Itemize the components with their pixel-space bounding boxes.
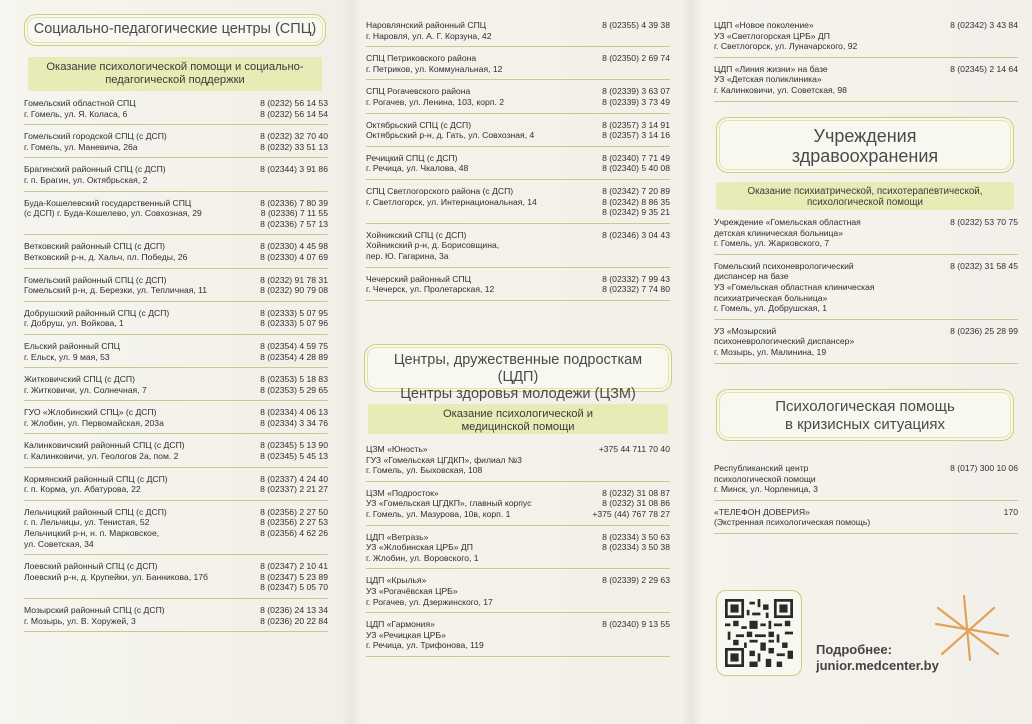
list-item xyxy=(24,275,328,302)
entry-name-line: г. Ельск, ул. 9 мая, 53 xyxy=(24,351,110,362)
entry-name xyxy=(366,120,596,141)
phone-number[interactable]: 8 (02347) 5 23 89 xyxy=(260,571,328,582)
entry-name-line: УЗ «Гомельская ЦГДКП», главный корпус xyxy=(366,498,532,509)
column-3 xyxy=(706,0,1024,724)
list-item xyxy=(366,186,670,224)
entry-name xyxy=(24,341,254,362)
entry-name xyxy=(366,86,596,107)
entry-name-line: «ТЕЛЕФОН ДОВЕРИЯ» xyxy=(714,506,810,517)
entry-name xyxy=(714,261,944,314)
entry-name xyxy=(366,230,596,262)
phone-number[interactable]: 8 (02334) 3 50 38 xyxy=(602,542,670,553)
entry-name xyxy=(366,53,596,74)
entry-name-line: г. Светлогорск, ул. Интернациональная, 14 xyxy=(366,196,537,207)
list-item xyxy=(714,463,1018,501)
phone-number[interactable]: 8 (02357) 3 14 91 xyxy=(602,119,670,130)
entry-name xyxy=(366,20,596,41)
entry-name-line: г. Минск, ул. Чорленица, 3 xyxy=(714,484,818,495)
entry-phones xyxy=(950,20,1018,52)
entry-name-line: ЦДП «Ветразь» xyxy=(366,531,429,542)
entry-phones xyxy=(260,440,328,461)
star-decoration-icon xyxy=(918,590,1014,670)
entry-name xyxy=(24,561,254,593)
phone-number[interactable]: 8 (02345) 5 13 90 xyxy=(260,440,328,451)
phone-number[interactable]: 8 (02353) 5 29 65 xyxy=(260,384,328,395)
entry-name-line: ЦЗМ «Юность» xyxy=(366,444,428,454)
phone-number[interactable]: 8 (02345) 5 45 13 xyxy=(260,451,328,462)
phone-number[interactable]: 8 (02336) 7 80 39 xyxy=(260,197,328,208)
entry-name-line: УЗ «Детская поликлиника» xyxy=(714,74,822,85)
entry-name xyxy=(24,164,254,185)
entry-name-line: г. Гомель, ул. Я. Коласа, 6 xyxy=(24,108,128,119)
list-item xyxy=(366,619,670,657)
phone-number[interactable]: 8 (0232) 31 58 45 xyxy=(950,260,1018,271)
phone-number[interactable]: 8 (02356) 2 27 50 xyxy=(260,506,328,517)
list-item xyxy=(714,20,1018,58)
entry-name xyxy=(24,275,254,296)
entry-name-line: диспансер на базе xyxy=(714,271,789,282)
entry-phones xyxy=(602,230,670,262)
list-item xyxy=(24,341,328,368)
entry-name-line: Лельчицкий районный СПЦ (с ДСП) xyxy=(24,506,167,517)
entry-name-line: г. Светлогорск, ул. Луначарского, 92 xyxy=(714,41,858,52)
phone-number[interactable]: 8 (0232) 31 08 87 xyxy=(602,487,670,498)
list-item xyxy=(366,444,670,482)
health-list xyxy=(714,217,1018,370)
entry-name xyxy=(24,98,254,119)
entry-phones xyxy=(592,488,670,520)
more-label: Подробнее: xyxy=(816,642,892,657)
entry-name xyxy=(24,440,254,461)
entry-phones xyxy=(260,341,328,362)
entry-name xyxy=(366,488,592,520)
list-item xyxy=(366,86,670,113)
phone-number[interactable]: 8 (02334) 3 34 76 xyxy=(260,417,328,428)
phone-number[interactable]: 8 (02340) 5 40 08 xyxy=(602,163,670,174)
entry-name-line: Ельский районный СПЦ xyxy=(24,340,121,351)
entry-name-line: г. п. Корма, ул. Абатурова, 22 xyxy=(24,484,141,495)
entry-name xyxy=(714,64,944,96)
entry-phones xyxy=(599,444,670,476)
list-item xyxy=(24,241,328,268)
entry-name-line: (Экстренная психологическая помощь) xyxy=(714,517,871,528)
entry-name-line: Хойникский СПЦ (с ДСП) xyxy=(366,229,467,240)
entry-name-line: Гомельский городской СПЦ (с ДСП) xyxy=(24,131,167,142)
phone-number[interactable]: 8 (0232) 56 14 53 xyxy=(260,98,328,108)
entry-phones xyxy=(260,474,328,495)
list-item xyxy=(366,274,670,301)
list-item xyxy=(24,308,328,335)
entry-phones xyxy=(260,605,328,626)
entry-name-line: УЗ «Рогачёвская ЦРБ» xyxy=(366,585,458,596)
entry-name-line: психиатрическая больница» xyxy=(714,292,828,303)
entry-name xyxy=(714,20,944,52)
column-2 xyxy=(360,0,678,724)
entry-name xyxy=(366,619,596,651)
list-item xyxy=(714,217,1018,255)
phone-number[interactable]: 8 (02353) 5 18 83 xyxy=(260,374,328,385)
list-item xyxy=(24,198,328,236)
crisis-title-line-1: Психологическая помощь xyxy=(775,398,955,415)
entry-name-line: детская клиническая больница» xyxy=(714,227,843,238)
entry-name-line: г. Калинковичи, ул. Советская, 98 xyxy=(714,84,847,95)
entry-name-line: Ветковский районный СПЦ (с ДСП) xyxy=(24,241,166,252)
health-banner xyxy=(716,182,1014,210)
entry-phones xyxy=(602,619,670,651)
list-item xyxy=(714,507,1018,534)
entry-name-line: г. Наровля, ул. А. Г. Корзуна, 42 xyxy=(366,30,492,41)
entry-name-line: г. Речица, ул. Чкалова, 48 xyxy=(366,163,469,174)
entry-name xyxy=(24,131,254,152)
entry-name-line: Речицкий СПЦ (с ДСП) xyxy=(366,152,458,163)
phone-number[interactable]: 8 (02340) 7 71 49 xyxy=(602,152,670,163)
more-link[interactable]: junior.medcenter.by xyxy=(816,658,939,673)
phone-number[interactable]: 8 (0232) 33 51 13 xyxy=(260,141,328,152)
entry-name-line: Буда-Кошелевский государственный СПЦ xyxy=(24,197,192,208)
list-item xyxy=(24,474,328,501)
phone-number[interactable]: 8 (02354) 4 59 75 xyxy=(260,340,328,351)
entry-name-line: Лоевский р-н, д. Крупейки, ул. Банникова, 17б xyxy=(24,571,208,582)
list-item xyxy=(24,164,328,191)
entry-phones xyxy=(602,153,670,174)
phone-number[interactable]: 8 (02339) 3 73 49 xyxy=(602,96,670,107)
entry-name-line: г. Жлобин, ул. Воровского, 1 xyxy=(366,552,479,563)
entry-name xyxy=(24,198,254,230)
phone-number[interactable]: 8 (02339) 3 63 07 xyxy=(602,86,670,97)
entry-name xyxy=(366,444,596,476)
entry-name-line: УЗ «Гомельская областная клиническая xyxy=(714,281,875,292)
phone-number[interactable]: 8 (02339) 2 29 63 xyxy=(602,575,670,586)
phone-number[interactable]: 8 (02346) 3 04 43 xyxy=(602,229,670,240)
spc-list-continued xyxy=(366,20,670,307)
list-item xyxy=(714,261,1018,320)
entry-name-line: г. Житковичи, ул. Солнечная, 7 xyxy=(24,384,147,395)
qr-code-box[interactable] xyxy=(716,590,802,676)
health-banner-line-2: психологической помощи xyxy=(807,197,923,208)
entry-name-line: Республиканский центр xyxy=(714,463,809,473)
entry-name-line: пер. Ю. Гагарина, 3а xyxy=(366,250,449,261)
entry-name-line: Гомельский районный СПЦ (с ДСП) xyxy=(24,274,167,285)
entry-phones xyxy=(260,198,328,230)
crisis-title-line-2: в кризисных ситуациях xyxy=(784,416,946,433)
phone-number[interactable]: 8 (0232) 32 70 40 xyxy=(260,131,328,142)
entry-phones xyxy=(950,217,1018,249)
list-item xyxy=(24,98,328,125)
entry-name-line: (с ДСП) г. Буда-Кошелево, ул. Совхозная, 29 xyxy=(24,208,202,219)
phone-number[interactable]: 8 (0232) 53 70 75 xyxy=(950,217,1018,227)
entry-phones xyxy=(602,575,670,607)
phone-number[interactable]: 8 (02354) 4 28 89 xyxy=(260,351,328,362)
list-item xyxy=(714,64,1018,102)
entry-name-line: Хойникский р-н, д. Борисовщина, xyxy=(366,240,500,251)
entry-phones xyxy=(260,164,328,185)
health-banner-line-1: Оказание психиатрической, психотерапевтической, xyxy=(747,186,983,197)
cdp-banner xyxy=(368,404,668,434)
phone-number[interactable]: 8 (0232) 91 78 31 xyxy=(260,274,328,285)
entry-name xyxy=(366,186,596,218)
entry-phones xyxy=(602,274,670,295)
entry-name xyxy=(24,507,254,549)
cdp-banner-line-1: Оказание психологической и xyxy=(442,408,594,420)
entry-name-line: г. Речица, ул. Трифонова, 119 xyxy=(366,640,484,651)
spc-title xyxy=(24,14,326,46)
entry-phones xyxy=(950,64,1018,96)
entry-phones xyxy=(260,561,328,593)
list-item xyxy=(366,20,670,47)
phone-number[interactable]: 8 (02330) 4 45 98 xyxy=(260,241,328,252)
list-item xyxy=(24,440,328,467)
entry-name xyxy=(366,274,596,295)
phone-number[interactable]: 8 (02340) 9 13 55 xyxy=(602,619,670,630)
entry-name xyxy=(24,374,254,395)
entry-phones xyxy=(260,374,328,395)
phone-number[interactable]: 8 (02342) 7 20 89 xyxy=(602,185,670,196)
entry-name-line: Октябрьский р-н, д. Гать, ул. Совхозная, 4 xyxy=(366,130,535,141)
entry-name-line: г. Гомель, ул. Маневича, 26а xyxy=(24,141,138,152)
entry-phones xyxy=(260,98,328,119)
entry-phones xyxy=(260,407,328,428)
entry-name-line: Учреждение «Гомельская областная xyxy=(714,217,861,227)
entry-name-line: психологической помощи xyxy=(714,473,816,484)
entry-name-line: ЦДП «Линия жизни» на базе xyxy=(714,63,828,74)
entry-name-line: г. Добруш, ул. Войкова, 1 xyxy=(24,318,124,329)
cdp-list xyxy=(366,444,670,663)
list-item xyxy=(24,605,328,632)
entry-name-line: Ветковский р-н, д. Хальч, пл. Победы, 26 xyxy=(24,251,188,262)
entry-name xyxy=(366,532,596,564)
entry-name xyxy=(366,575,596,607)
entry-name-line: г. Гомель, ул. Добрушская, 1 xyxy=(714,303,828,314)
entry-phones xyxy=(602,86,670,107)
entry-phones xyxy=(1004,507,1018,528)
entry-name xyxy=(24,474,254,495)
entry-name-line: СПЦ Петриковского района xyxy=(366,53,477,64)
cdp-title xyxy=(364,344,672,402)
spc-banner-text: Оказание психологической помощи и социально-педагогической поддержки xyxy=(46,61,304,86)
list-item xyxy=(366,53,670,80)
entry-name xyxy=(24,241,254,262)
phone-number[interactable]: 8 (02332) 7 99 43 xyxy=(602,273,670,284)
entry-name-line: ЦДП «Крылья» xyxy=(366,575,427,586)
entry-name-line: Добрушский районный СПЦ (с ДСП) xyxy=(24,307,170,318)
phone-number[interactable]: 8 (0236) 20 22 84 xyxy=(260,615,328,626)
phone-number[interactable]: 8 (02342) 8 86 35 xyxy=(602,196,670,207)
entry-phones xyxy=(260,507,328,549)
entry-name-line: г. Петриков, ул. Коммунальная, 12 xyxy=(366,63,503,74)
entry-name-line: Мозырский районный СПЦ (с ДСП) xyxy=(24,605,165,615)
phone-number[interactable]: 8 (02345) 2 14 64 xyxy=(950,63,1018,74)
phone-number[interactable]: 170 xyxy=(1003,506,1018,517)
phone-number[interactable]: 8 (02344) 3 91 86 xyxy=(260,164,328,175)
list-item xyxy=(24,407,328,434)
list-item xyxy=(24,507,328,555)
phone-number[interactable]: 8 (0232) 90 79 08 xyxy=(260,285,328,296)
entry-name-line: г. Гомель, ул. Жарковского, 7 xyxy=(714,238,830,249)
phone-number[interactable]: 8 (0232) 56 14 54 xyxy=(260,108,328,119)
cdp-banner-line-2: медицинской помощи xyxy=(461,421,575,433)
entry-name-line: Наровлянский районный СПЦ xyxy=(366,20,487,30)
list-item xyxy=(366,153,670,180)
phone-number[interactable]: +375 44 711 70 40 xyxy=(598,444,670,454)
entry-name-line: СПЦ Рогачевского района xyxy=(366,86,471,97)
phone-number[interactable]: 8 (02342) 3 43 84 xyxy=(950,20,1018,30)
entry-name xyxy=(714,463,944,495)
entry-name xyxy=(366,153,596,174)
entry-name-line: г. Чечерск, ул. Пролетарская, 12 xyxy=(366,284,495,295)
list-item xyxy=(366,532,670,570)
phone-number[interactable]: 8 (02337) 2 21 27 xyxy=(260,484,328,495)
entry-phones xyxy=(260,308,328,329)
phone-number[interactable]: 8 (02334) 4 06 13 xyxy=(260,407,328,418)
cdp-list-continued xyxy=(714,20,1018,108)
entry-phones xyxy=(260,131,328,152)
list-item xyxy=(24,374,328,401)
phone-number[interactable]: 8 (0236) 25 28 99 xyxy=(950,325,1018,336)
phone-number[interactable]: 8 (0232) 31 08 86 xyxy=(602,498,670,509)
entry-name-line: Гомельский р-н, д. Березки, ул. Тепличная, 11 xyxy=(24,285,208,296)
entry-name-line: Октябрьский СПЦ (с ДСП) xyxy=(366,119,472,130)
entry-name-line: Гомельский психоневрологический xyxy=(714,260,854,271)
cdp-title-line-1: Центры, дружественные подросткам (ЦДП) xyxy=(393,352,643,385)
entry-name-line: Лельчицкий р-н, н. п. Марковское, xyxy=(24,528,160,539)
entry-name-line: Брагинский районный СПЦ (с ДСП) xyxy=(24,164,166,175)
health-title-line-2: здравоохранения xyxy=(791,146,939,166)
list-item xyxy=(366,488,670,526)
phone-number[interactable]: 8 (02347) 5 05 70 xyxy=(260,582,328,593)
entry-name-line: г. Гомель, ул. Быховская, 108 xyxy=(366,465,483,476)
phone-number[interactable]: 8 (02356) 2 27 53 xyxy=(260,517,328,528)
phone-number[interactable]: 8 (02336) 7 57 13 xyxy=(260,218,328,229)
phone-number[interactable]: 8 (02336) 7 11 55 xyxy=(260,208,328,219)
entry-name-line: г. п. Лельчицы, ул. Тенистая, 52 xyxy=(24,517,150,528)
phone-number[interactable]: 8 (02334) 3 50 63 xyxy=(602,531,670,542)
entry-name-line: г. Рогачев, ул. Ленина, 103, корп. 2 xyxy=(366,96,505,107)
phone-number[interactable]: 8 (02330) 4 07 69 xyxy=(260,251,328,262)
entry-name-line: УЗ «Жлобинская ЦРБ» ДП xyxy=(366,542,473,553)
phone-number[interactable]: 8 (017) 300 10 06 xyxy=(950,463,1018,473)
entry-name xyxy=(24,308,254,329)
entry-name-line: г. п. Брагин, ул. Октябрьская, 2 xyxy=(24,174,148,185)
crisis-list xyxy=(714,463,1018,540)
phone-number[interactable]: 8 (02355) 4 39 38 xyxy=(602,20,670,30)
list-item xyxy=(366,120,670,147)
entry-name xyxy=(714,326,944,358)
entry-name-line: Калинковичский районный СПЦ (с ДСП) xyxy=(24,440,185,451)
entry-name-line: СПЦ Светлогорского района (с ДСП) xyxy=(366,185,514,196)
entry-name-line: УЗ «Мозырский xyxy=(714,325,777,336)
entry-name-line: Гомельский областной СПЦ xyxy=(24,98,136,108)
entry-phones xyxy=(602,20,670,41)
spc-banner xyxy=(28,57,322,91)
entry-name-line: Житковичский СПЦ (с ДСП) xyxy=(24,374,135,385)
entry-phones xyxy=(950,326,1018,358)
health-title-line-1: Учреждения xyxy=(813,126,917,146)
phone-number[interactable]: 8 (02356) 4 62 26 xyxy=(260,528,328,539)
entry-name xyxy=(714,507,944,528)
entry-name-line: ЦДП «Новое поколение» xyxy=(714,20,814,30)
spc-list xyxy=(24,98,328,638)
entry-phones xyxy=(950,261,1018,314)
entry-phones xyxy=(602,186,670,218)
entry-name-line: ЦЗМ «Подросток» xyxy=(366,487,439,498)
phone-number[interactable]: 8 (02357) 3 14 16 xyxy=(602,130,670,141)
phone-number[interactable]: 8 (02332) 7 74 80 xyxy=(602,284,670,295)
entry-name-line: г. Мозырь, ул. В. Хоружей, 3 xyxy=(24,615,136,626)
entry-name xyxy=(24,605,254,626)
cdp-title-line-2: Центры здоровья молодежи (ЦЗМ) xyxy=(400,386,636,402)
entry-name-line: УЗ «Светлогорская ЦРБ» ДП xyxy=(714,30,830,41)
crisis-title xyxy=(716,389,1014,441)
entry-name-line: ЦДП «Гармония» xyxy=(366,619,435,630)
list-item xyxy=(366,230,670,268)
entry-phones xyxy=(602,120,670,141)
entry-name-line: психоневрологический диспансер» xyxy=(714,336,855,347)
phone-number[interactable]: 8 (02342) 9 35 21 xyxy=(602,207,670,218)
entry-name-line: Чечерский районный СПЦ xyxy=(366,273,472,284)
entry-name-line: Кормянский районный СПЦ (с ДСП) xyxy=(24,473,168,484)
entry-name-line: ул. Советская, 34 xyxy=(24,538,94,549)
entry-name-line: УЗ «Речицкая ЦРБ» xyxy=(366,629,446,640)
phone-number[interactable]: 8 (0236) 24 13 34 xyxy=(260,605,328,615)
entry-name-line: г. Гомель, ул. Мазурова, 10в, корп. 1 xyxy=(366,508,511,519)
entry-phones xyxy=(602,532,670,564)
entry-name xyxy=(24,407,254,428)
entry-name-line: г. Жлобин, ул. Первомайская, 203а xyxy=(24,417,164,428)
health-title xyxy=(716,117,1014,173)
entry-name-line: г. Рогачев, ул. Дзержинского, 17 xyxy=(366,596,493,607)
list-item xyxy=(714,326,1018,364)
entry-name xyxy=(714,217,944,249)
phone-number[interactable]: 8 (02347) 2 10 41 xyxy=(260,561,328,572)
phone-number[interactable]: 8 (02350) 2 69 74 xyxy=(602,53,670,64)
column-1 xyxy=(14,0,338,724)
phone-number[interactable]: +375 (44) 767 78 27 xyxy=(592,508,670,519)
entry-name-line: Лоевский районный СПЦ (с ДСП) xyxy=(24,561,158,572)
entry-name-line: г. Калинковичи, ул. Геологов 2а, пом. 2 xyxy=(24,451,179,462)
spc-title-text: Социально-педагогические центры (СПЦ) xyxy=(33,21,317,37)
phone-number[interactable]: 8 (02333) 5 07 95 xyxy=(260,307,328,318)
entry-phones xyxy=(260,241,328,262)
list-item xyxy=(24,561,328,599)
entry-name-line: ГУО «Жлобинский СПЦ» (с ДСП) xyxy=(24,407,157,418)
list-item xyxy=(366,575,670,613)
phone-number[interactable]: 8 (02333) 5 07 96 xyxy=(260,318,328,329)
entry-name-line: г. Мозырь, ул. Малинина, 19 xyxy=(714,346,827,357)
phone-number[interactable]: 8 (02337) 4 24 40 xyxy=(260,473,328,484)
list-item xyxy=(24,131,328,158)
entry-name-line: ГУЗ «Гомельская ЦГДКП», филиал №3 xyxy=(366,454,522,465)
qr-code-icon xyxy=(725,599,793,667)
entry-phones xyxy=(950,463,1018,495)
entry-phones xyxy=(260,275,328,296)
entry-phones xyxy=(602,53,670,74)
